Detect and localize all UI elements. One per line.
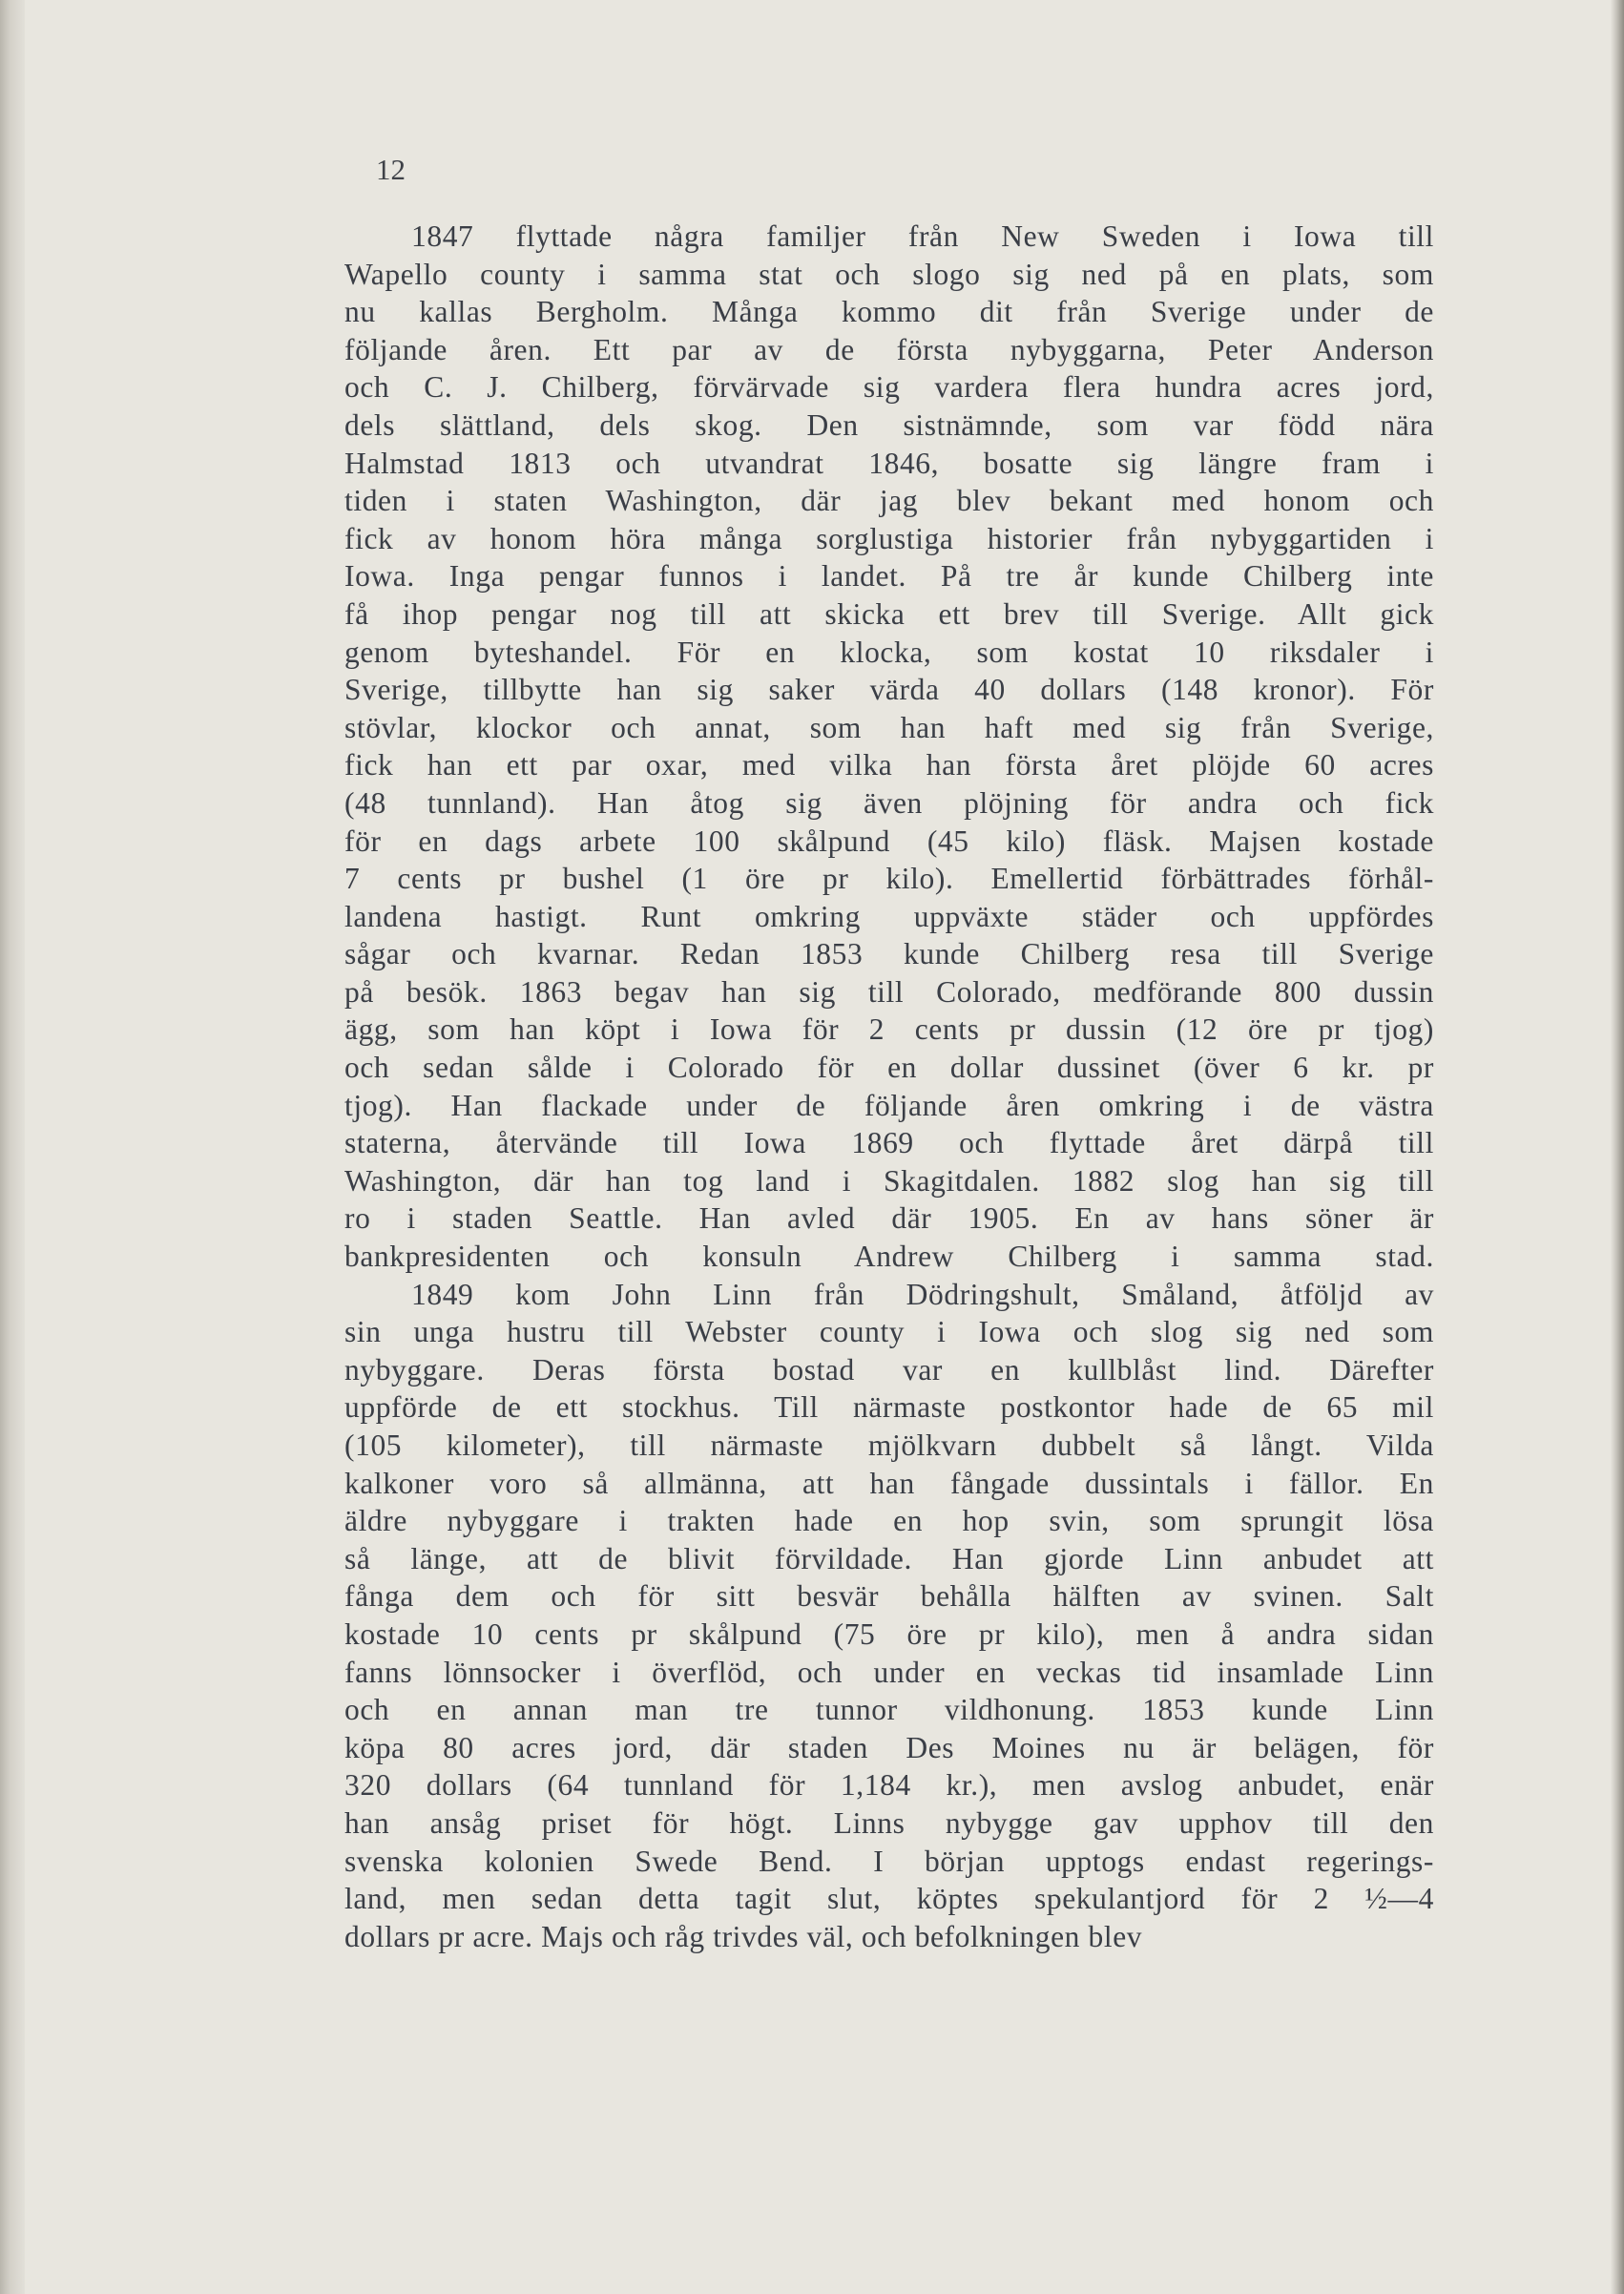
text-line: (48 tunnland). Han åtog sig även plöjning för andra och fick bbox=[344, 785, 1434, 820]
text-line: dels slättland, dels skog. Den sistnämnde, som var född nära bbox=[344, 407, 1434, 442]
body-text bbox=[344, 218, 1434, 1955]
page-gutter-shadow bbox=[0, 0, 25, 2294]
text-line: köpa 80 acres jord, där staden Des Moines nu är belägen, för bbox=[344, 1730, 1434, 1764]
text-line: kalkoner voro så allmänna, att han fångade dussintals i fällor. En bbox=[344, 1466, 1434, 1500]
text-line: tjog). Han flackade under de följande åren omkring i de västra bbox=[344, 1088, 1434, 1122]
text-line: nu kallas Bergholm. Många kommo dit från Sverige under de bbox=[344, 295, 1434, 329]
text-line: för en dags arbete 100 skålpund (45 kilo) fläsk. Majsen kostade bbox=[344, 824, 1434, 858]
text-line: svenska kolonien Swede Bend. I början upptogs endast regerings- bbox=[344, 1844, 1434, 1878]
text-line: Washington, där han tog land i Skagitdalen. 1882 slog han sig till bbox=[344, 1163, 1434, 1198]
text-line: staterna, återvände till Iowa 1869 och flyttade året därpå till bbox=[344, 1126, 1434, 1160]
text-line: han ansåg priset för högt. Linns nybygge gav upphov till den bbox=[344, 1805, 1434, 1840]
text-line: bankpresidenten och konsuln Andrew Chilberg i samma stad. bbox=[344, 1240, 1434, 1274]
text-line: tiden i staten Washington, där jag blev bekant med honom och bbox=[344, 484, 1434, 518]
text-line: följande åren. Ett par av de första nybyggarna, Peter Anderson bbox=[344, 332, 1434, 366]
text-line: Wapello county i samma stat och slogo sig ned på en plats, som bbox=[344, 257, 1434, 291]
text-line: få ihop pengar nog till att skicka ett brev till Sverige. Allt gick bbox=[344, 596, 1434, 631]
text-line: uppförde de ett stockhus. Till närmaste postkontor hade de 65 mil bbox=[344, 1390, 1434, 1425]
text-line: äldre nybyggare i trakten hade en hop svin, som sprungit lösa bbox=[344, 1504, 1434, 1538]
text-line: nybyggare. Deras första bostad var en kullblåst lind. Därefter bbox=[344, 1352, 1434, 1387]
text-line: på besök. 1863 begav han sig till Colorado, medförande 800 dussin bbox=[344, 974, 1434, 1009]
text-line: och C. J. Chilberg, förvärvade sig vardera flera hundra acres jord, bbox=[344, 370, 1434, 405]
text-line: stövlar, klockor och annat, som han haft med sig från Sverige, bbox=[344, 710, 1434, 744]
text-line: ro i staden Seattle. Han avled där 1905. En av hans söner är bbox=[344, 1201, 1434, 1236]
text-line: sågar och kvarnar. Redan 1853 kunde Chilberg resa till Sverige bbox=[344, 937, 1434, 971]
text-line: fånga dem och för sitt besvär behålla hälften av svinen. Salt bbox=[344, 1579, 1434, 1614]
text-line: 1847 flyttade några familjer från New Sweden i Iowa till bbox=[411, 219, 1434, 253]
page-number: 12 bbox=[376, 153, 406, 186]
text-line: så länge, att de blivit förvildade. Han gjorde Linn anbudet att bbox=[344, 1541, 1434, 1575]
text-line: Iowa. Inga pengar funnos i landet. På tre år kunde Chilberg inte bbox=[344, 559, 1434, 594]
text-line: ägg, som han köpt i Iowa för 2 cents pr dussin (12 öre pr tjog) bbox=[344, 1012, 1434, 1047]
text-line: 7 cents pr bushel (1 öre pr kilo). Emellertid förbättrades förhål- bbox=[344, 862, 1434, 896]
text-line: 320 dollars (64 tunnland för 1,184 kr.), men avslog anbudet, enär bbox=[344, 1768, 1434, 1803]
text-line: genom byteshandel. För en klocka, som kostat 10 riksdaler i bbox=[344, 635, 1434, 669]
text-line: dollars pr acre. Majs och råg trivdes väl, och befolkningen blev bbox=[344, 1919, 1143, 1953]
text-line: landena hastigt. Runt omkring uppväxte städer och uppfördes bbox=[344, 899, 1434, 933]
paragraph bbox=[344, 1276, 1434, 1956]
paragraph bbox=[344, 218, 1434, 1276]
text-line: fanns lönnsocker i överflöd, och under en veckas tid insamlade Linn bbox=[344, 1655, 1434, 1689]
text-line: Halmstad 1813 och utvandrat 1846, bosatte sig längre fram i bbox=[344, 446, 1434, 480]
text-line: (105 kilometer), till närmaste mjölkvarn dubbelt så långt. Vilda bbox=[344, 1429, 1434, 1462]
text-line: och en annan man tre tunnor vildhonung. 1853 kunde Linn bbox=[344, 1693, 1434, 1727]
page-edge-shadow bbox=[1611, 0, 1624, 2294]
text-line: Sverige, tillbytte han sig saker värda 40 dollars (148 kronor). För bbox=[344, 673, 1434, 707]
text-line: och sedan sålde i Colorado för en dollar dussinet (över 6 kr. pr bbox=[344, 1051, 1434, 1085]
text-line: kostade 10 cents pr skålpund (75 öre pr kilo), men å andra sidan bbox=[344, 1616, 1434, 1651]
text-line: 1849 kom John Linn från Dödringshult, Småland, åtföljd av bbox=[411, 1277, 1434, 1311]
text-line: land, men sedan detta tagit slut, köptes spekulantjord för 2 ½—4 bbox=[344, 1882, 1434, 1916]
text-line: fick av honom höra många sorglustiga historier från nybyggartiden i bbox=[344, 521, 1434, 555]
text-line: fick han ett par oxar, med vilka han första året plöjde 60 acres bbox=[344, 748, 1434, 782]
text-line: sin unga hustru till Webster county i Iowa och slog sig ned som bbox=[344, 1315, 1434, 1349]
